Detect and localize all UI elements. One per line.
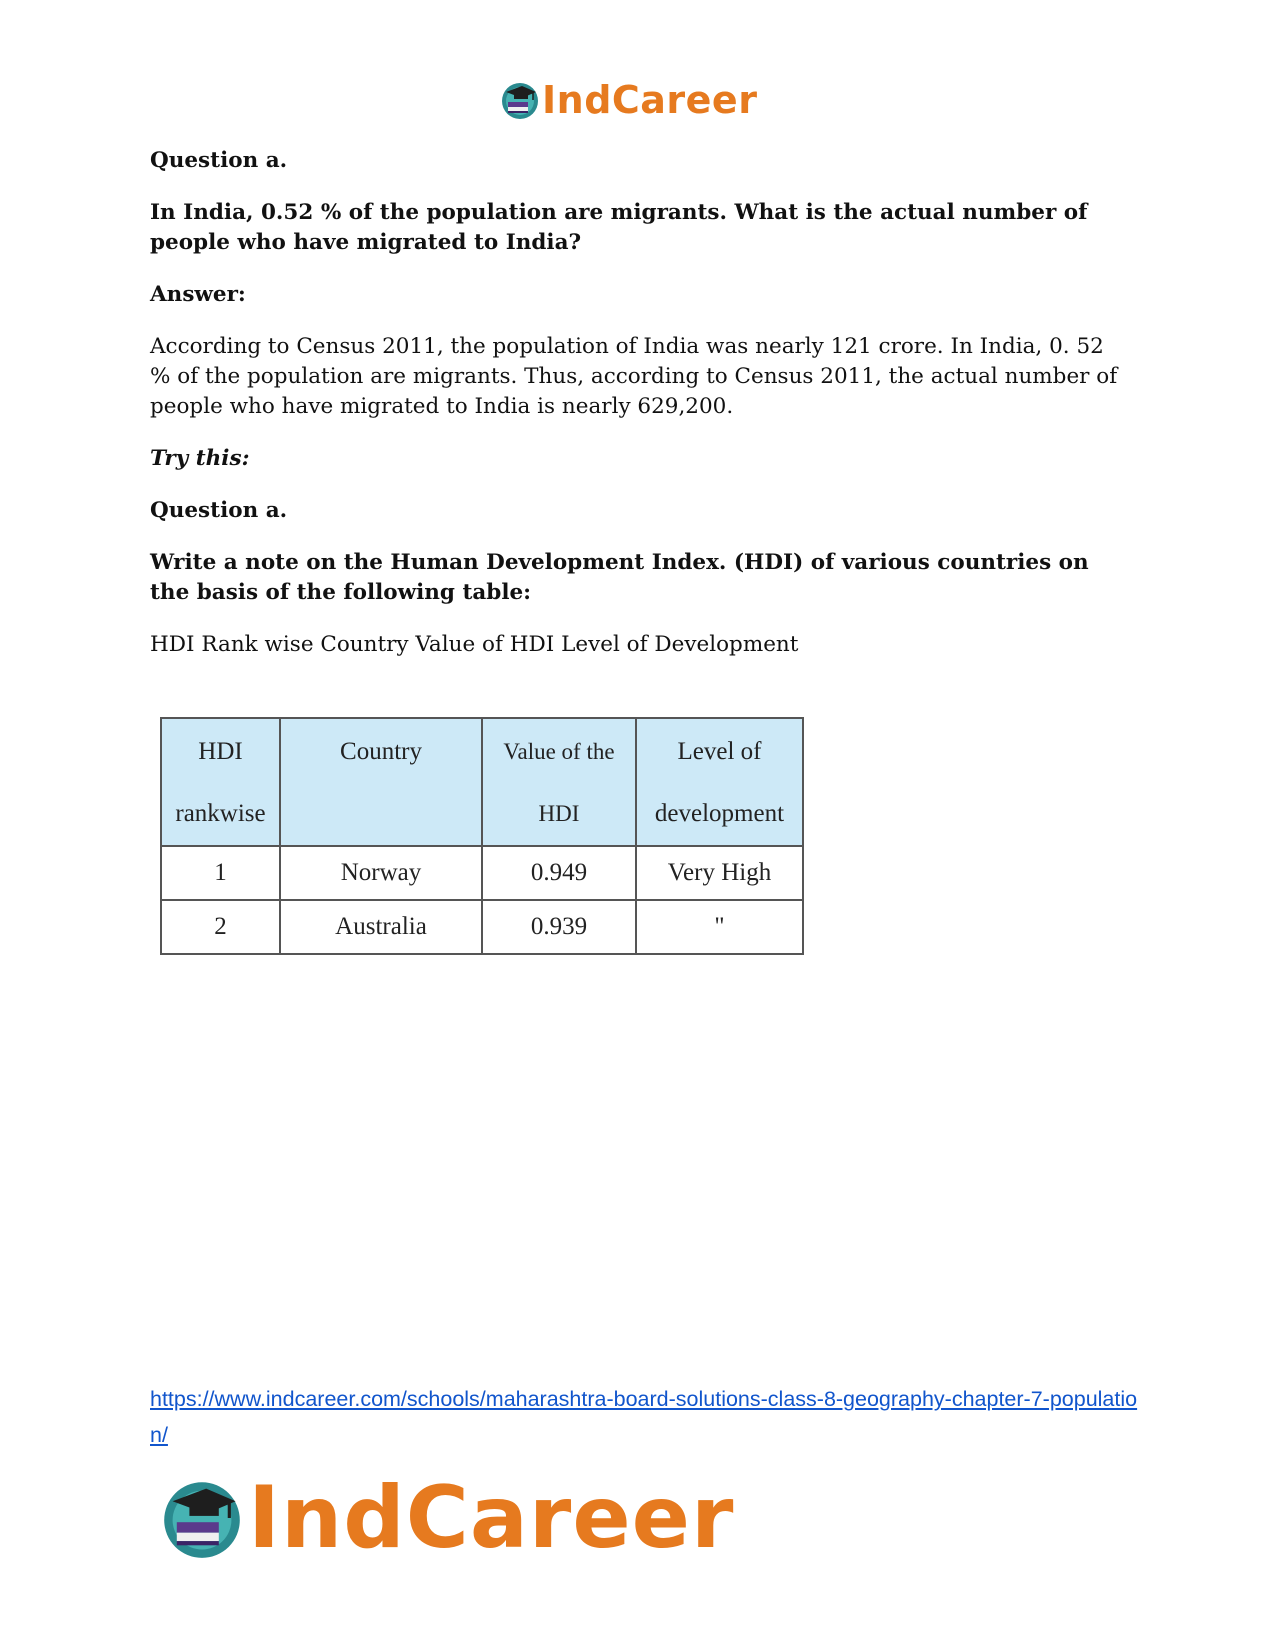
question-text-2: Write a note on the Human Development Index. (HDI) of various countries on the basis of the following table: — [150, 550, 1089, 605]
header-rank-line2: rankwise — [175, 800, 266, 827]
header-cell-country — [280, 718, 482, 846]
question-label-2: Question a. — [150, 498, 288, 523]
header-rank-line1: HDI — [198, 738, 243, 765]
header-cell-rank — [161, 718, 280, 846]
header-cell-value — [482, 718, 636, 846]
header-value-line2: HDI — [538, 801, 580, 826]
header-value-line1: Value of the — [503, 739, 615, 764]
answer-label: Answer: — [150, 282, 246, 307]
table-cell: Australia — [280, 900, 482, 954]
table-cell: " — [636, 900, 803, 954]
header-level-line1: Level of — [677, 738, 762, 765]
question-label: Question a. — [150, 148, 288, 173]
document-body — [150, 146, 1130, 660]
table-header-row — [161, 718, 803, 846]
table-cell: 0.939 — [482, 900, 636, 954]
hdi-table — [160, 717, 804, 955]
table-caption: HDI Rank wise Country Value of HDI Level of Development — [150, 632, 799, 657]
table-cell: Very High — [636, 846, 803, 900]
table-row — [161, 846, 803, 900]
table-cell: Norway — [280, 846, 482, 900]
header-logo — [500, 78, 757, 122]
question-text: In India, 0.52 % of the population are migrants. What is the actual number of people who have migrated to India? — [150, 200, 1088, 255]
graduation-book-icon — [160, 1476, 244, 1560]
header-level-line2: development — [654, 800, 785, 827]
answer-text: According to Census 2011, the population of India was nearly 121 crore. In India, 0. 52 % of the population are migrants. Thus, according to Census 2011, the actual number of people who have migrated to India is nearly 629,200. — [150, 334, 1118, 419]
table-cell: 2 — [161, 900, 280, 954]
table-cell: 0.949 — [482, 846, 636, 900]
source-link[interactable]: https://www.indcareer.com/schools/maharashtra-board-solutions-class-8-geography-chapter-7-population/ — [150, 1387, 1138, 1447]
logo-text: IndCareer — [248, 1468, 735, 1568]
table-row — [161, 900, 803, 954]
graduation-book-icon — [500, 80, 540, 120]
try-this-label: Try this: — [150, 446, 250, 471]
footer-logo — [160, 1468, 734, 1568]
table-cell: 1 — [161, 846, 280, 900]
header-cell-level — [636, 718, 803, 846]
header-country-line1: Country — [340, 738, 422, 765]
logo-text: IndCareer — [542, 78, 758, 122]
